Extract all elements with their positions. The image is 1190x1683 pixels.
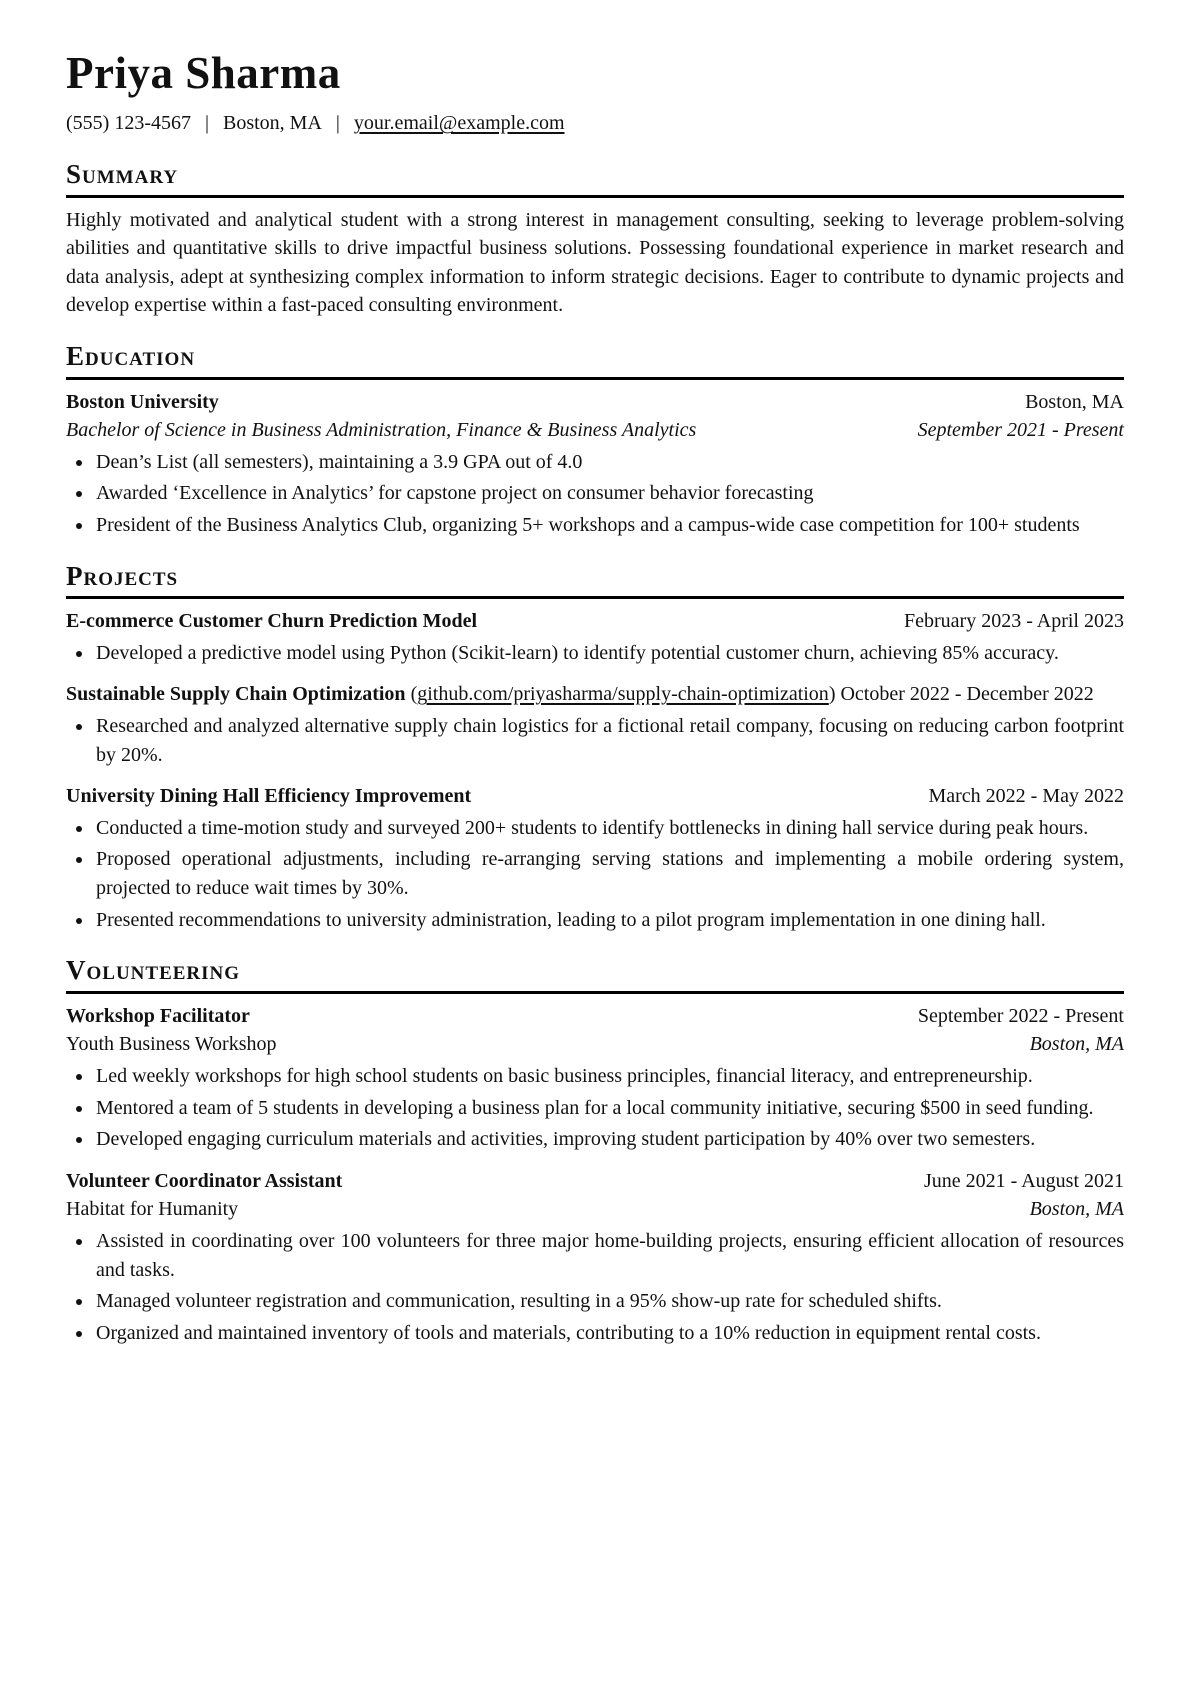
role-dates: September 2022 - Present xyxy=(917,1004,1124,1027)
org-location: Boston, MA xyxy=(1029,1198,1124,1221)
project-entry-supply-chain xyxy=(66,680,1124,769)
role-title: Workshop Facilitator xyxy=(66,1004,250,1027)
role-title: Volunteer Coordinator Assistant xyxy=(66,1169,343,1192)
volunteering-bullet-list xyxy=(66,1062,1124,1154)
section-projects xyxy=(66,562,1124,935)
location-text: Boston, MA xyxy=(223,112,322,135)
education-header-row xyxy=(66,388,1124,417)
bullet-item: • Assisted in coordinating over 100 volunteers for three major home-building projects, ensuring efficient allocation of resources and tasks. xyxy=(94,1227,1124,1284)
section-summary xyxy=(66,160,1124,320)
bullet-item: • Dean’s List (all semesters), maintaining a 3.9 GPA out of 4.0 xyxy=(94,448,1124,477)
project-title: Sustainable Supply Chain Optimization xyxy=(66,683,406,706)
projects-section-title: Projects xyxy=(66,562,1124,600)
education-bullet-list xyxy=(66,448,1124,540)
org-location: Boston, MA xyxy=(1029,1033,1124,1056)
paren-open: ( xyxy=(410,683,418,706)
project-header-row xyxy=(66,782,1124,811)
volunteering-subheader-row xyxy=(66,1195,1124,1224)
education-section-title: Education xyxy=(66,342,1124,380)
project-header-inline xyxy=(66,680,1124,709)
bullet-item: • Led weekly workshops for high school students on basic business principles, financial literacy, and entrepreneurship. xyxy=(94,1062,1124,1091)
education-entry xyxy=(66,388,1124,540)
email-link[interactable]: your.email@example.com xyxy=(353,112,565,135)
project-entry-dining-hall xyxy=(66,782,1124,934)
person-name: Priya Sharma xyxy=(66,48,341,98)
project-dates: March 2022 - May 2022 xyxy=(928,785,1124,808)
section-volunteering xyxy=(66,956,1124,1347)
bullet-item: • President of the Business Analytics Club, organizing 5+ workshops and a campus-wide case competition for 100+ students xyxy=(94,511,1124,540)
project-dates: October 2022 - December 2022 xyxy=(840,683,1094,706)
volunteering-header-row xyxy=(66,1002,1124,1031)
education-dates: September 2021 - Present xyxy=(917,419,1124,442)
summary-section-title: Summary xyxy=(66,160,1124,198)
project-bullet-list xyxy=(66,814,1124,934)
education-subheader-row xyxy=(66,416,1124,445)
bullet-item: • Presented recommendations to university administration, leading to a pilot program implementation in one dining hall. xyxy=(94,906,1124,935)
github-link[interactable]: github.com/priyasharma/supply-chain-optimization xyxy=(417,683,829,706)
volunteering-section-title: Volunteering xyxy=(66,956,1124,994)
org-name: Habitat for Humanity xyxy=(66,1198,239,1221)
phone-number: (555) 123-4567 xyxy=(66,112,191,135)
volunteering-subheader-row xyxy=(66,1030,1124,1059)
project-bullet-list xyxy=(66,639,1124,668)
project-header-row xyxy=(66,607,1124,636)
bullet-item: • Managed volunteer registration and communication, resulting in a 95% show-up rate for scheduled shifts. xyxy=(94,1287,1124,1316)
contact-line xyxy=(66,109,1124,138)
bullet-item: • Mentored a team of 5 students in developing a business plan for a local community initiative, securing $500 in seed funding. xyxy=(94,1094,1124,1123)
school-location: Boston, MA xyxy=(1025,390,1124,413)
volunteering-bullet-list xyxy=(66,1227,1124,1347)
project-dates: February 2023 - April 2023 xyxy=(904,610,1124,633)
project-title: University Dining Hall Efficiency Improvement xyxy=(66,785,472,808)
project-title: E-commerce Customer Churn Prediction Model xyxy=(66,610,478,633)
paren-close: ) xyxy=(828,683,836,706)
volunteering-header-row xyxy=(66,1167,1124,1196)
bullet-item: • Developed a predictive model using Python (Scikit-learn) to identify potential customer churn, achieving 85% accuracy. xyxy=(94,639,1124,668)
separator-bar: | xyxy=(204,112,209,135)
summary-text: Highly motivated and analytical student with a strong interest in management consulting, seeking to leverage problem-solving abilities and quantitative skills to drive impactful business solutions. Possessing foundational experience in market research and data analysis, adept at synthesizing complex information to inform strategic decisions. Eager to contribute to dynamic projects and develop expertise within a fast-paced consulting environment. xyxy=(66,208,1124,317)
bullet-item: • Organized and maintained inventory of tools and materials, contributing to a 10% reduction in equipment rental costs. xyxy=(94,1319,1124,1348)
bullet-item: • Awarded ‘Excellence in Analytics’ for capstone project on consumer behavior forecasting xyxy=(94,479,1124,508)
volunteering-entry-coordinator xyxy=(66,1167,1124,1348)
section-education xyxy=(66,342,1124,540)
org-name: Youth Business Workshop xyxy=(66,1033,277,1056)
role-dates: June 2021 - August 2021 xyxy=(924,1169,1124,1192)
school-name: Boston University xyxy=(66,390,219,413)
bullet-item: • Researched and analyzed alternative supply chain logistics for a fictional retail company, focusing on reducing carbon footprint by 20%. xyxy=(94,712,1124,769)
bullet-item: • Conducted a time-motion study and surveyed 200+ students to identify bottlenecks in dining hall service during peak hours. xyxy=(94,814,1124,843)
separator-bar: | xyxy=(335,112,340,135)
volunteering-entry-workshop xyxy=(66,1002,1124,1154)
degree-name: Bachelor of Science in Business Administration, Finance & Business Analytics xyxy=(66,419,697,442)
project-entry-churn-model xyxy=(66,607,1124,667)
project-bullet-list xyxy=(66,712,1124,769)
bullet-item: • Proposed operational adjustments, including re-arranging serving stations and implementing a mobile ordering system, projected to reduce wait times by 30%. xyxy=(94,845,1124,902)
bullet-item: • Developed engaging curriculum materials and activities, improving student participation by 40% over two semesters. xyxy=(94,1125,1124,1154)
